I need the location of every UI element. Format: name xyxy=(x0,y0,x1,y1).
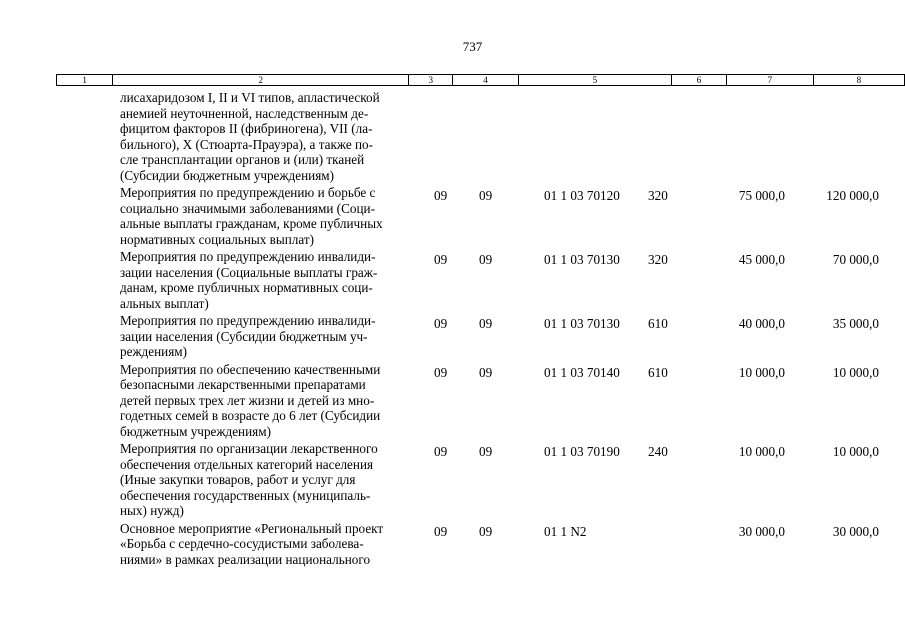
amount-year-2: 70 000,0 xyxy=(832,252,879,267)
description-line: альные выплаты гражданам, кроме публичных xyxy=(120,216,383,231)
col-header-2: 2 xyxy=(113,75,409,86)
expense-type-code: 240 xyxy=(648,444,668,459)
amount-year-2: 10 000,0 xyxy=(832,364,879,380)
amount-year-2: 35 000,0 xyxy=(832,316,879,331)
subsection-code: 09 xyxy=(479,188,493,203)
subsection-code: 09 xyxy=(479,364,493,380)
description-line: ниями» в рамках реализации национального xyxy=(120,551,371,567)
description-line: бильного), X (Стюарта-Прауэра), а также по- xyxy=(120,136,374,152)
row-description xyxy=(120,90,380,183)
expense-type-code: 320 xyxy=(648,252,668,267)
amount-year-2: 120 000,0 xyxy=(826,188,879,203)
description-line: лисахаридозом I, II и VI типов, апластической xyxy=(120,90,380,105)
description-line: «Борьба с сердечно-сосудистыми заболева- xyxy=(120,536,364,551)
page-number: 737 xyxy=(462,39,483,54)
description-line: Мероприятия по предупреждению инвалиди- xyxy=(120,313,376,328)
amount-year-1: 45 000,0 xyxy=(738,252,785,267)
description-line: сле трансплантации органов и (или) тканей xyxy=(120,152,365,167)
description-line: Мероприятия по предупреждению и борьбе с xyxy=(120,185,376,200)
description-line: детей первых трех лет жизни и детей из мно- xyxy=(120,392,375,408)
description-line: годетных семей в возрасте до 6 лет (Субсидии xyxy=(120,408,381,423)
description-line: обеспечения государственных (муниципаль- xyxy=(120,487,371,503)
col-header-6: 6 xyxy=(671,75,726,86)
row-description xyxy=(120,441,378,519)
target-article-code: 01 1 03 70190 xyxy=(544,444,620,459)
subsection-code: 09 xyxy=(479,523,493,539)
description-line: Мероприятия по обеспечению качественными xyxy=(120,361,381,377)
description-line: зации населения (Субсидии бюджетным уч- xyxy=(120,328,368,344)
amount-year-1: 10 000,0 xyxy=(738,444,785,459)
target-article-code: 01 1 N2 xyxy=(544,523,587,539)
description-line: обеспечения отдельных категорий населения xyxy=(120,456,374,472)
subsection-code: 09 xyxy=(479,444,493,459)
col-header-4: 4 xyxy=(453,75,519,86)
amount-year-1: 30 000,0 xyxy=(738,523,785,539)
amount-year-2: 30 000,0 xyxy=(832,523,879,539)
target-article-code: 01 1 03 70140 xyxy=(544,364,620,380)
description-line: фицитом факторов II (фибриногена), VII (ла- xyxy=(120,121,373,136)
subsection-code: 09 xyxy=(479,252,493,267)
description-line: ных) нужд) xyxy=(120,503,184,518)
col-header-5: 5 xyxy=(518,75,671,86)
description-line: данам, кроме публичных нормативных соци- xyxy=(120,280,373,295)
description-line: альных выплат) xyxy=(120,295,209,311)
description-line: реждениям) xyxy=(120,344,188,359)
description-line: Мероприятия по организации лекарственного xyxy=(120,441,378,456)
row-description xyxy=(120,185,383,247)
row-description xyxy=(120,362,380,440)
target-article-code: 01 1 03 70130 xyxy=(544,252,620,267)
description-line: Мероприятия по предупреждению инвалиди- xyxy=(120,249,376,264)
expense-type-code: 320 xyxy=(648,188,668,203)
row-description xyxy=(120,313,376,360)
amount-year-2: 10 000,0 xyxy=(832,444,879,459)
section-code: 09 xyxy=(434,364,448,380)
row-description xyxy=(120,249,377,311)
column-number-header xyxy=(56,74,905,86)
section-code: 09 xyxy=(434,523,448,539)
section-code: 09 xyxy=(434,252,448,267)
target-article-code: 01 1 03 70120 xyxy=(544,188,620,203)
amount-year-1: 75 000,0 xyxy=(738,188,785,203)
description-line: анемией неуточненной, наследственным де- xyxy=(120,105,369,121)
subsection-code: 09 xyxy=(479,316,493,331)
amount-year-1: 40 000,0 xyxy=(738,316,785,331)
col-header-3: 3 xyxy=(409,75,453,86)
section-code: 09 xyxy=(434,316,448,331)
description-line: нормативных социальных выплат) xyxy=(120,231,314,247)
description-line: безопасными лекарственными препаратами xyxy=(120,377,366,392)
expense-type-code: 610 xyxy=(648,364,668,380)
expense-type-code: 610 xyxy=(648,316,668,331)
description-line: зации населения (Социальные выплаты граж- xyxy=(120,264,378,280)
description-line: социально значимыми заболеваниями (Соци- xyxy=(120,200,375,216)
section-code: 09 xyxy=(434,188,448,203)
col-header-7: 7 xyxy=(727,75,814,86)
col-header-1: 1 xyxy=(57,75,113,86)
description-line: (Субсидии бюджетным учреждениям) xyxy=(120,167,334,183)
target-article-code: 01 1 03 70130 xyxy=(544,316,620,331)
row-description xyxy=(120,521,383,568)
description-line: бюджетным учреждениям) xyxy=(120,423,271,439)
amount-year-1: 10 000,0 xyxy=(738,364,785,380)
col-header-8: 8 xyxy=(813,75,904,86)
description-line: (Иные закупки товаров, работ и услуг для xyxy=(120,472,356,487)
section-code: 09 xyxy=(434,444,448,459)
description-line: Основное мероприятие «Региональный проект xyxy=(120,520,384,536)
